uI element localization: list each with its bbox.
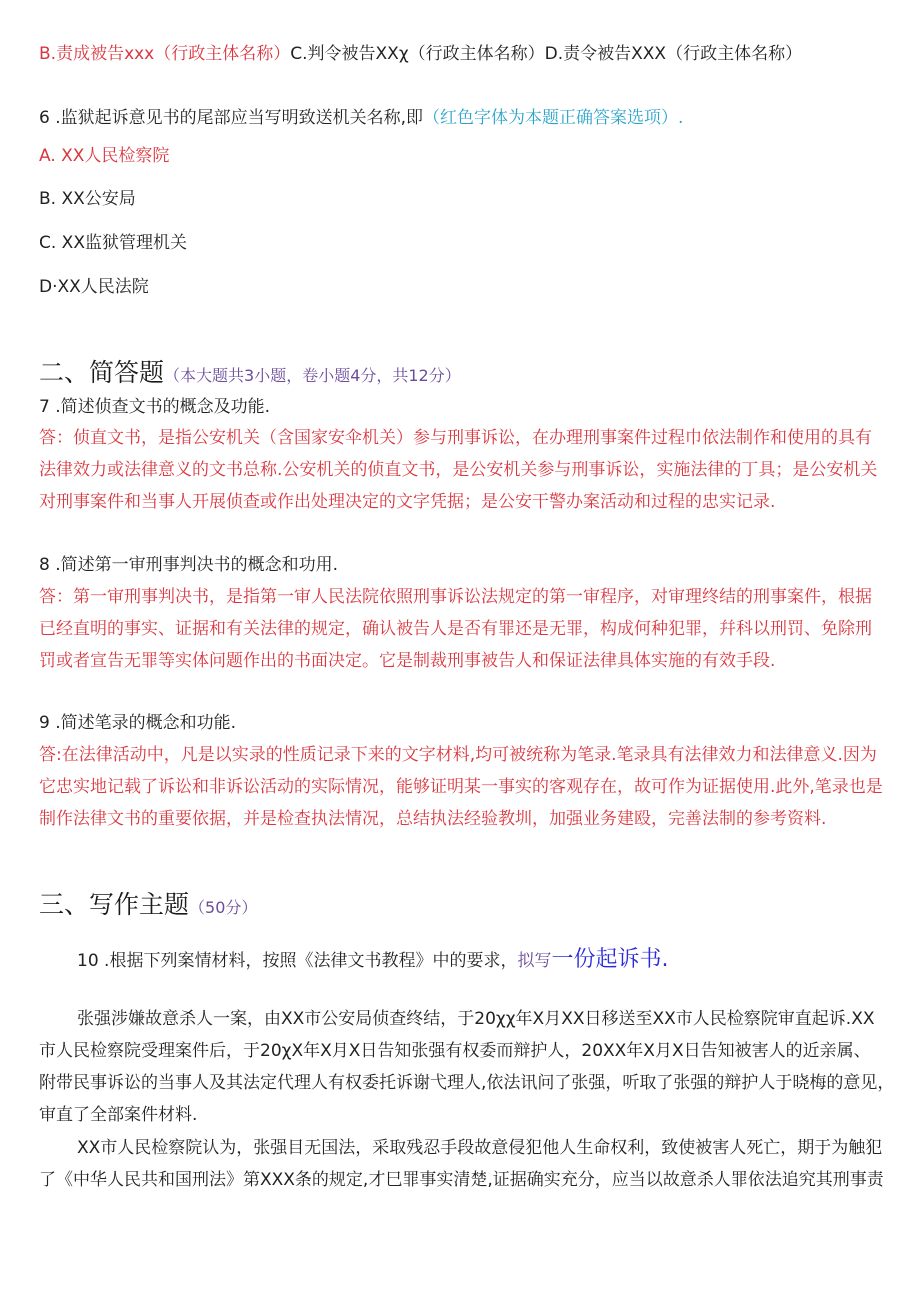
case-paragraph-2-line-1: XX市人民检察院认为，张强目无国法，采取残忍手段故意侵犯他人生命权利，致使被害人死亡，期于为触犯 — [77, 1138, 883, 1158]
section-3-note: （50分） — [189, 898, 258, 917]
question-7-answer-line-1: 答：侦直文书，是指公安机关（含国家安伞机关）参与刑事诉讼，在办理刑事案件过程巾依法制作和使用的具有 — [39, 428, 872, 448]
question-6-stem — [39, 107, 683, 129]
case-paragraph-1-line-1: 张强涉嫌故意杀人一案，由XX市公安局侦查终结，于20χχ年X月XX日移送至XX市人民检察院审直起诉.XX — [77, 1009, 875, 1029]
question-10-verb: 拟写 — [517, 951, 552, 971]
question-6-option-b: B. XX公安局 — [39, 189, 136, 209]
case-paragraph-1-line-3: 附带民事诉讼的当事人及其法定代理人有权委托诉谢弋理人,依法讯问了张强，听取了张强的辩护人于晓梅的意见， — [39, 1073, 895, 1093]
question-6-option-a: A. XX人民检察院 — [39, 146, 170, 166]
question-8-answer-line-2: 已经直明的事实、证据和有关法律的规定，确认被告人是否有罪还是无罪，构成何种犯罪，幷科以刑罚、免除刑 — [39, 619, 872, 639]
question-7-stem: 7 .简述侦查文书的概念及功能. — [39, 397, 271, 417]
section-3-title: 三、写作主题 — [39, 890, 190, 919]
question-6-note: （红色字体为本题正确答案选项）. — [423, 108, 684, 128]
section-2-title: 二、简答题 — [39, 358, 165, 387]
option-d-text: D.责令被告XXX（行政主体名称） — [544, 44, 803, 64]
section-2-note: （本大题共3小题，卷小题4分，共12分） — [164, 366, 461, 385]
question-8-stem: 8 .简述第一审刑事判决书的概念和功用. — [39, 555, 339, 575]
previous-options-line — [39, 43, 802, 65]
question-9-answer-line-2: 它忠实地记载了诉讼和非诉讼活动的实际情况，能够证明某一事实的客观存在，故可作为证据使用.此外,笔录也是 — [39, 777, 883, 797]
question-7-answer-line-3: 对刑事案件和当事人开展侦查或作出处理决定的文字凭据；是公安干警办案活动和过程的忠实记录. — [39, 492, 776, 512]
question-10-target: 一份起诉书. — [551, 947, 669, 972]
question-9-answer-line-3: 制作法律文书的重要依据，并是检查执法情况，总结执法经验教圳，加强业务建殴，完善法制的参考资料. — [39, 809, 827, 829]
question-10-stem — [77, 947, 668, 974]
section-2-heading — [39, 357, 461, 392]
question-6-option-d: D·XX人民法院 — [39, 277, 149, 297]
section-3-heading — [39, 889, 257, 924]
question-6-text: 6 .监狱起诉意见书的尾部应当写明致送机关名称,即 — [39, 108, 424, 128]
question-6-option-c: C. XX监狱管理机关 — [39, 233, 187, 253]
question-7-answer-line-2: 法律效力或法律意义的文书总称.公安机关的侦直文书，是公安机关参与刑事诉讼，实施法律的丁具；是公安机关 — [39, 460, 878, 480]
option-b-text: B.责成被告xxx（行政主体名称） — [39, 44, 291, 64]
question-8-answer-line-3: 罚或者宣告无罪等实体问题作出的书面决定。它是制裁刑事被告人和保证法律具体实施的有效手段. — [39, 651, 776, 671]
question-9-stem: 9 .简述笔录的概念和功能. — [39, 713, 237, 733]
question-8-answer-line-1: 答：第一审刑事判决书，是指第一审人民法院依照刑事诉讼法规定的第一审程序，对审理终结的刑事案件，根据 — [39, 587, 872, 607]
case-paragraph-2-line-2: 了《中华人民共和国刑法》第XXX条的规定,才巳罪事实清楚,证据确实充分，应当以故意杀人罪依法追究其刑事责 — [39, 1170, 884, 1190]
case-paragraph-1-line-4: 审直了全部案件材料. — [39, 1105, 198, 1125]
question-9-answer-line-1: 答:在法律活动中，凡是以实录的性质记录下来的文字材料,均可被统称为笔录.笔录具有法律效力和法律意义.因为 — [39, 745, 877, 765]
case-paragraph-1-line-2: 市人民检察院受理案件后，于20χX年X月X日告知张强有权委而辩护人，20XX年X月X日告知被害人的近亲属、 — [39, 1041, 871, 1061]
question-10-text: 10 .根据下列案情材料，按照《法律文书教程》中的要求， — [77, 951, 518, 971]
option-c-text: C.判令被告XXχ（行政主体名称） — [290, 44, 545, 64]
